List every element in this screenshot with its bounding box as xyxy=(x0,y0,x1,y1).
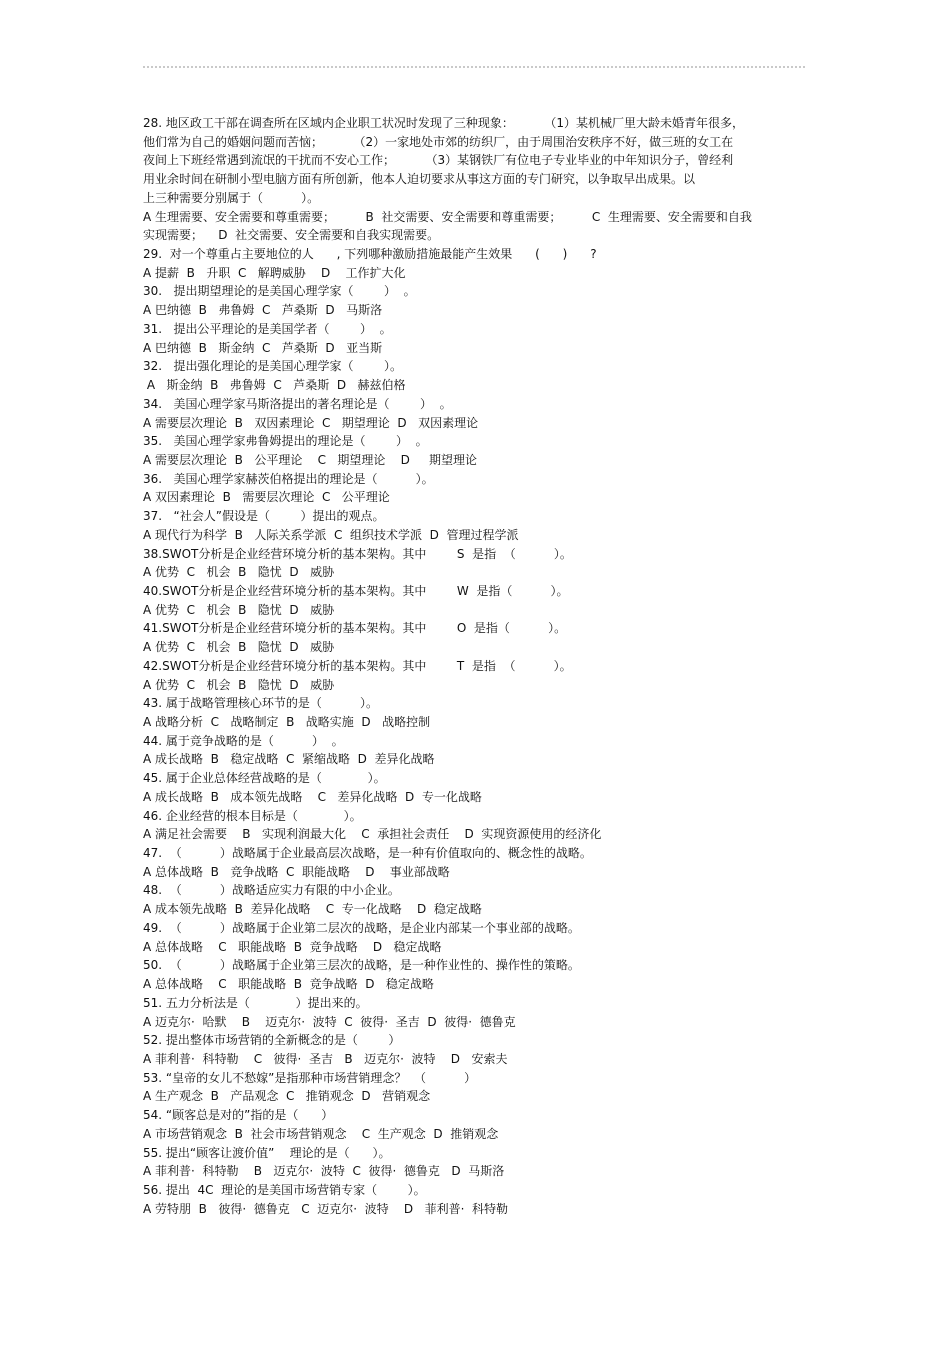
text-line: 47. （ ）战略属于企业最高层次战略，是一种有价值取向的、概念性的战略。 xyxy=(143,846,592,861)
text-line: A 巴纳德 B 斯金纳 C 芦桑斯 D 亚当斯 xyxy=(143,340,383,355)
text-line: A 总体战略 C 职能战略 B 竞争战略 D 稳定战略 xyxy=(143,977,434,992)
text-line: A 生理需要、安全需要和尊重需要； B 社交需要、安全需要和尊重需要； C 生理需要、安全需要和自我 xyxy=(143,209,752,224)
text-line: A 优势 C 机会 B 隐忧 D 威胁 xyxy=(143,565,335,580)
text-line: 45. 属于企业总体经营战略的是（ ）。 xyxy=(143,771,386,786)
text-line: 夜间上下班经常遇到流氓的干扰而不安心工作； （3）某钢铁厂有位电子专业毕业的中年知识分子，曾经利 xyxy=(143,153,734,168)
text-line: 52. 提出整体市场营销的全新概念的是（ ） xyxy=(143,1033,401,1048)
text-line: 用业余时间在研制小型电脑方面有所创新，他本人迫切要求从事这方面的专门研究，以争取早出成果。以 xyxy=(143,172,696,187)
text-line: 53. “皇帝的女儿不愁嫁”是指那种市场营销理念？ （ ） xyxy=(143,1070,477,1085)
text-line: A 成本领先战略 B 差异化战略 C 专一化战略 D 稳定战略 xyxy=(143,902,482,917)
text-line: 48. （ ）战略适应实力有限的中小企业。 xyxy=(143,883,400,898)
text-line: A 提薪 B 升职 C 解聘威胁 D 工作扩大化 xyxy=(143,265,406,280)
text-line: A 市场营销观念 B 社会市场营销观念 C 生产观念 D 推销观念 xyxy=(143,1126,499,1141)
text-line: 上三种需要分别属于（ ）。 xyxy=(143,190,320,205)
text-line: 41.SWOT分析是企业经营环境分析的基本架构。其中 O 是指（ ）。 xyxy=(143,621,567,636)
text-line: A 总体战略 C 职能战略 B 竞争战略 D 稳定战略 xyxy=(143,939,442,954)
text-line: 40.SWOT分析是企业经营环境分析的基本架构。其中 W 是指（ ）。 xyxy=(143,583,569,598)
text-line: A 现代行为科学 B 人际关系学派 C 组织技术学派 D 管理过程学派 xyxy=(143,527,519,542)
text-line: A 菲利普· 科特勒 C 彼得· 圣吉 B 迈克尔· 波特 D 安索夫 xyxy=(143,1051,508,1066)
text-line: A 劳特朋 B 彼得· 德鲁克 C 迈克尔· 波特 D 菲利普· 科特勒 xyxy=(143,1201,509,1216)
text-line: A 总体战略 B 竞争战略 C 职能战略 D 事业部战略 xyxy=(143,864,450,879)
text-line: A 斯金纳 B 弗鲁姆 C 芦桑斯 D 赫兹伯格 xyxy=(143,378,406,393)
question-list xyxy=(143,114,793,1218)
text-line: 56. 提出 4C 理论的是美国市场营销专家（ ）。 xyxy=(143,1182,426,1197)
text-line: 32. 提出强化理论的是美国心理学家（ ）。 xyxy=(143,359,403,374)
text-line: A 巴纳德 B 弗鲁姆 C 芦桑斯 D 马斯洛 xyxy=(143,303,383,318)
text-line: A 需要层次理论 B 公平理论 C 期望理论 D 期望理论 xyxy=(143,452,477,467)
text-line: A 成长战略 B 成本领先战略 C 差异化战略 D 专一化战略 xyxy=(143,789,482,804)
text-line: A 满足社会需要 B 实现利润最大化 C 承担社会责任 D 实现资源使用的经济化 xyxy=(143,827,602,842)
text-line: A 优势 C 机会 B 隐忧 D 威胁 xyxy=(143,602,335,617)
text-line: A 优势 C 机会 B 隐忧 D 威胁 xyxy=(143,677,335,692)
text-line: 34. 美国心理学家马斯洛提出的著名理论是（ ） 。 xyxy=(143,396,452,411)
text-line: 36. 美国心理学家赫茨伯格提出的理论是（ ）。 xyxy=(143,471,434,486)
text-line: 46. 企业经营的根本目标是（ ）。 xyxy=(143,808,362,823)
text-line: A 双因素理论 B 需要层次理论 C 公平理论 xyxy=(143,490,390,505)
text-line: 29. 对一个尊重占主要地位的人 , 下列哪种激励措施最能产生效果 ( ) ? xyxy=(143,247,597,262)
text-line: A 成长战略 B 稳定战略 C 紧缩战略 D 差异化战略 xyxy=(143,752,435,767)
text-line: 他们常为自己的婚姻问题而苦恼； （2）一家地处市郊的纺织厂，由于周围治安秩序不好，做三班的女工在 xyxy=(143,134,734,149)
text-line: A 需要层次理论 B 双因素理论 C 期望理论 D 双因素理论 xyxy=(143,415,479,430)
text-line: 43. 属于战略管理核心环节的是（ ）。 xyxy=(143,696,379,711)
text-line: 42.SWOT分析是企业经营环境分析的基本架构。其中 T 是指 （ ）。 xyxy=(143,658,572,673)
text-line: 实现需要； D 社交需要、安全需要和自我实现需要。 xyxy=(143,228,440,243)
text-line: 51. 五力分析法是（ ）提出来的。 xyxy=(143,995,368,1010)
text-line: 30. 提出期望理论的是美国心理学家（ ） 。 xyxy=(143,284,416,299)
text-line: 38.SWOT分析是企业经营环境分析的基本架构。其中 S 是指 （ ）。 xyxy=(143,546,572,561)
text-line: 35. 美国心理学家弗鲁姆提出的理论是（ ） 。 xyxy=(143,434,428,449)
text-line: 54. “顾客总是对的”指的是（ ） xyxy=(143,1108,334,1123)
text-line: A 优势 C 机会 B 隐忧 D 威胁 xyxy=(143,640,335,655)
text-line: 37. “社会人”假设是（ ）提出的观点。 xyxy=(143,509,385,524)
text-line: A 菲利普· 科特勒 B 迈克尔· 波特 C 彼得· 德鲁克 D 马斯洛 xyxy=(143,1164,505,1179)
text-line: 31. 提出公平理论的是美国学者（ ） 。 xyxy=(143,321,392,336)
text-line: 44. 属于竞争战略的是（ ） 。 xyxy=(143,733,344,748)
text-line: A 战略分析 C 战略制定 B 战略实施 D 战略控制 xyxy=(143,715,431,729)
text-line: 55. 提出“顾客让渡价值” 理论的是（ ）。 xyxy=(143,1145,391,1160)
text-line: A 生产观念 B 产品观念 C 推销观念 D 营销观念 xyxy=(143,1089,431,1104)
header-divider xyxy=(143,66,805,68)
text-line: 50. （ ）战略属于企业第三层次的战略，是一种作业性的、操作性的策略。 xyxy=(143,958,580,973)
text-line: 28. 地区政工干部在调查所在区域内企业职工状况时发现了三种现象： （1）某机械厂里大龄未婚青年很多， xyxy=(143,116,745,130)
text-line: A 迈克尔· 哈默 B 迈克尔· 波特 C 彼得· 圣吉 D 彼得· 德鲁克 xyxy=(143,1014,516,1029)
text-line: 49. （ ）战略属于企业第二层次的战略，是企业内部某一个事业部的战略。 xyxy=(143,920,580,935)
